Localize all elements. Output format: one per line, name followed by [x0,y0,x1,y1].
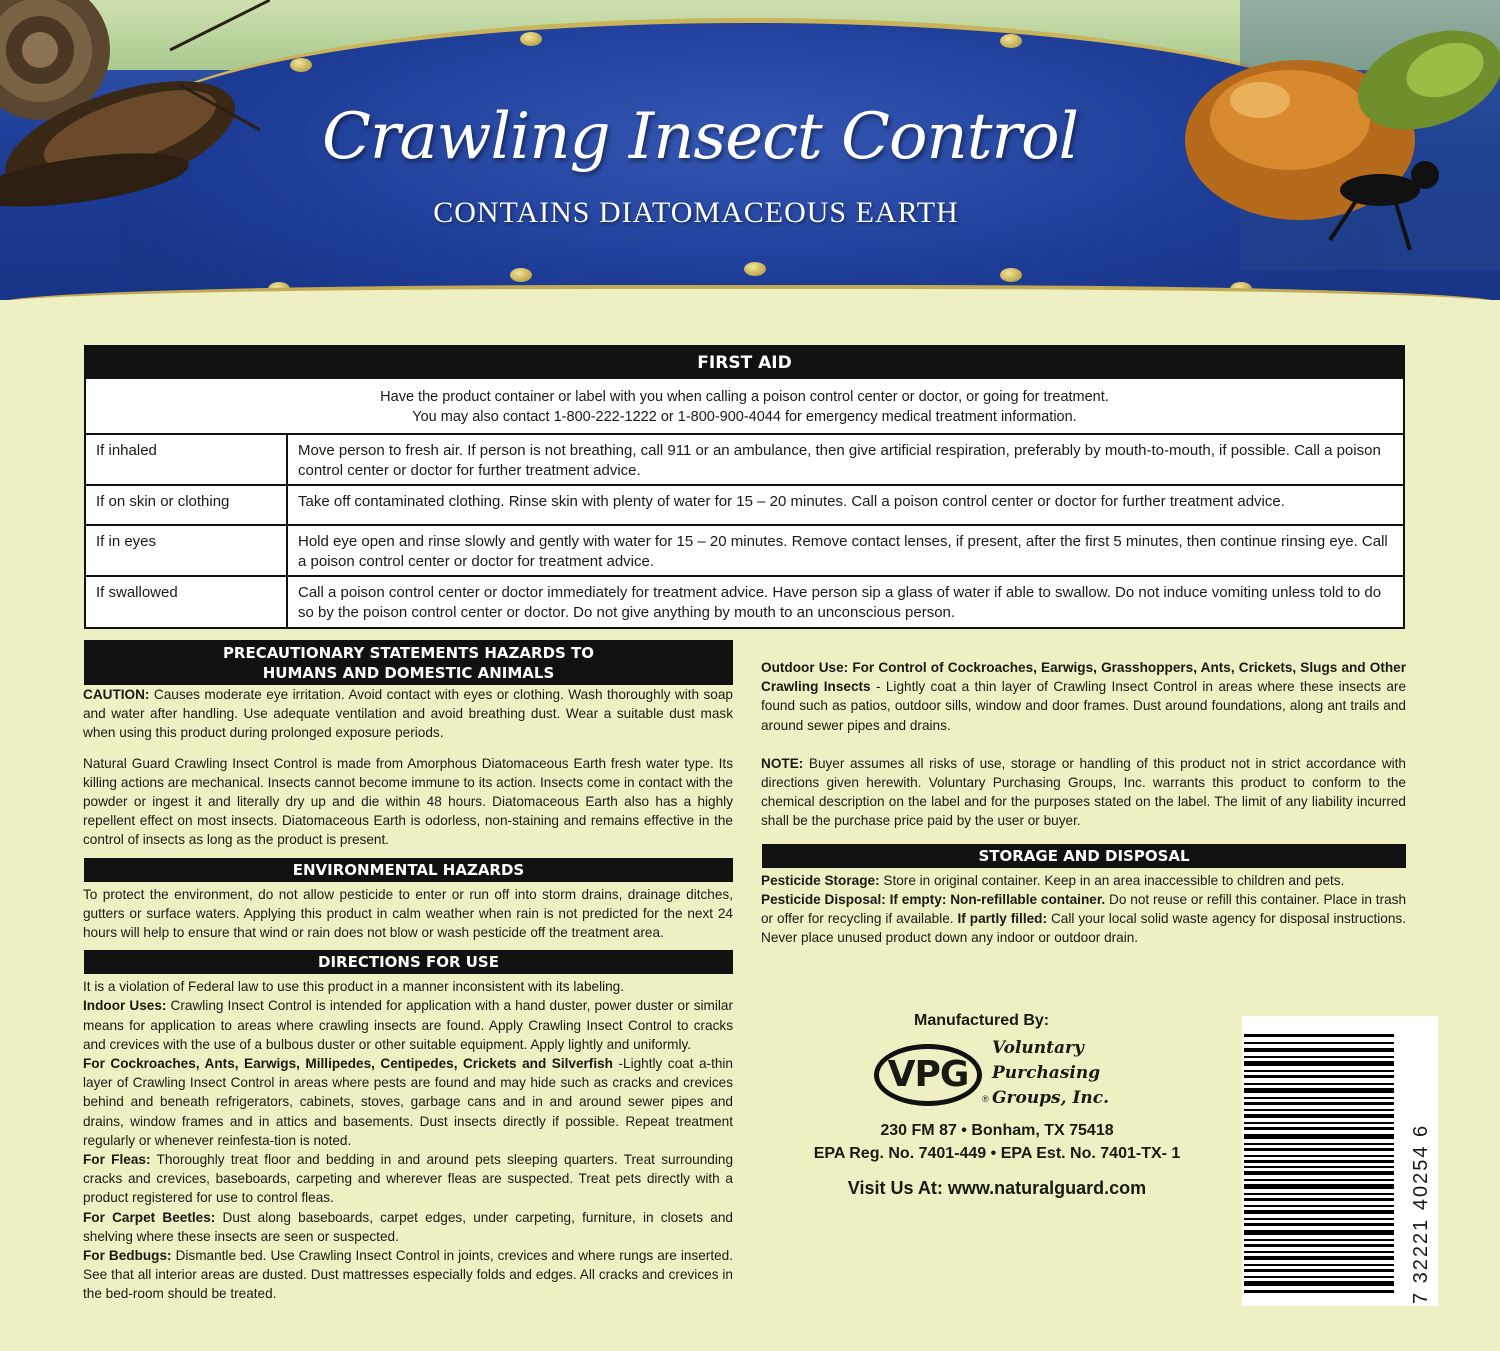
environmental-heading: ENVIRONMENTAL HAZARDS [84,858,733,882]
vpg-logo: VPG [874,1044,982,1106]
directions-item-text: Dismantle bed. Use Crawling Insect Control in joints, crevices and where rungs are inserted. See that all interior areas are dusted. Dust mattresses especially folds and edges. All cracks and crevices in the bed-room should be treated. [83,1248,733,1302]
precautionary-heading [84,640,733,685]
first-aid-intro [86,379,1403,435]
first-aid-row-label: If on skin or clothing [86,486,288,524]
gold-bead [510,268,532,282]
caution-paragraph [83,685,733,743]
disposal-label: Pesticide Disposal: If empty: Non-refillable container. [761,891,1106,907]
directions-item-cockroaches [83,1054,733,1150]
directions-item-label: For Bedbugs: [83,1248,172,1264]
directions-item-text: Thoroughly treat floor and bedding in and around pets sleeping quarters. Treat surrounding cracks and crevices, baseboards, carpeting and wherever fleas are suspected. Treat pets directly with a product registered for use to control fleas. [83,1152,734,1206]
gold-bead [290,58,312,72]
product-subtitle: CONTAINS DIATOMACEOUS EARTH [433,196,959,229]
storage-heading: STORAGE AND DISPOSAL [762,844,1406,868]
right-column [762,640,1406,947]
storage-text: Store in original container. Keep in an area inaccessible to children and pets. [879,872,1345,888]
first-aid-row-text: Take off contaminated clothing. Rinse skin with plenty of water for 15 – 20 minutes. Call a poison control center or doctor for further treatment advice. [298,493,1285,510]
caution-text: Causes moderate eye irritation. Avoid contact with eyes or clothing. Wash thoroughly with soap and water after handling. Use adequate ventilation and avoid breathing dust. Wear a suitable dust mask when using this product during prolonged exposure periods. [83,687,733,741]
product-title: Crawling Insect Control [321,100,1079,174]
company-name-line: Purchasing [992,1063,1101,1083]
first-aid-heading: FIRST AID [86,347,1403,379]
precautionary-heading-line: PRECAUTIONARY STATEMENTS HAZARDS TO [222,644,595,662]
directions-item-fleas [83,1150,733,1208]
disposal-text: Do not reuse or refill this container. Place in trash or offer for recycling if available. [761,891,1407,927]
left-column [84,640,733,1304]
storage-paragraph [761,871,1406,890]
outdoor-use-label: Outdoor Use: For Control of Cockroaches, Earwigs, Grasshoppers, Ants, Crickets, Slugs and Other Crawling Insects [761,660,1406,695]
manufactured-by-label: Manufactured By: [914,1012,1050,1029]
first-aid-row-swallowed [86,577,1403,627]
first-aid-row-text: Hold eye open and rinse slowly and gently with water for 15 – 20 minutes. Remove contact lenses, if present, after the first 5 minutes, then continue rinsing eye. Call a poison control center or doctor for treatment advice. [298,533,1388,570]
directions-item-label: For Fleas: [83,1152,151,1168]
directions-intro: It is a violation of Federal law to use this product in a manner inconsistent with its labeling. [83,979,625,995]
gold-bead [744,262,766,276]
directions-item-indoor [83,996,733,1054]
disposal-paragraph [761,890,1406,948]
barcode-bars [1244,1034,1394,1294]
directions-heading: DIRECTIONS FOR USE [84,950,733,974]
directions-item-label: Indoor Uses: [83,998,167,1014]
directions-item-text: Crawling Insect Control is intended for application with a hand duster, power duster or similar means for application to areas where crawling insects are found. Apply Crawling Insect Control to cracks and crevices with the use of a bulbous duster or other suitable equipment. Apply lightly and uniformly. [83,998,733,1052]
first-aid-table [84,345,1405,629]
gold-bead [1000,34,1022,48]
first-aid-row-eyes [86,526,1403,577]
first-aid-row-skin [86,486,1403,526]
company-name-line: Groups, Inc. [992,1088,1110,1108]
first-aid-row-text: Call a poison control center or doctor immediately for treatment advice. Have person sip a glass of water if able to swallow. Do not induce vomiting unless told to do so by the poison control center or doctor. Do not give anything by mouth to an unconscious person. [298,584,1382,621]
company-name-line: Voluntary [992,1038,1084,1058]
label-banner [0,0,1500,300]
outdoor-use-text: - Lightly coat a thin layer of Crawling Insect Control in areas where these insects are found such as patios, outdoor sills, window and door frames. Dust around foundations, along ant trails and around sewer pipes and drains. [761,679,1407,733]
note-paragraph [761,754,1406,831]
registered-mark: ® [982,1094,989,1104]
gold-bead [1000,268,1022,282]
note-text: Buyer assumes all risks of use, storage or handling of this product not in strict accordance with directions given herewith. Voluntary Purchasing Groups, Inc. warrants this product to conform to the chemical description on the label and for the purposes stated on the label. The limit of any liability incurred shall be the purchase price paid by the user or buyer. [761,755,1406,829]
directions-item-text: -Lightly coat a-thin layer of Crawling Insect Control in areas where pests are found and may hide such as cracks and crevices behind and beneath refrigerators, cabinets, stoves, garbage cans and in and around sewer pipes and drains, window frames and in attics and basements. Dust insects directly if possible. Repeat treatment regularly or whenever reinfesta-tion is noted. [83,1056,733,1148]
partly-filled-label: If partly filled: [957,911,1047,927]
outdoor-use-paragraph [761,658,1406,735]
product-description: Natural Guard Crawling Insect Control is made from Amorphous Diatomaceous Earth fresh water type. Its killing actions are mechanical. Insects cannot become immune to its action. Insects come in contact with the powder or ingest it and literally dry up and die within 48 hours. Diatomaceous Earth also has a highly repellent effect on most insects. Diatomaceous Earth is odorless, non-staining and remains effective in the control of insects as long as the product is present. [83,755,733,848]
first-aid-intro-line: Have the product container or label with you when calling a poison control center or doctor, or going for treatment. [380,389,1109,405]
barcode-number-text: 7 32221 40254 6 [1410,1123,1432,1304]
directions-item-bedbugs [83,1246,733,1304]
directions-item-carpet-beetles [83,1208,733,1246]
directions-item-label: For Cockroaches, Ants, Earwigs, Millipedes, Centipedes, Crickets and Silverfish [83,1056,613,1072]
gold-bead [520,32,542,46]
first-aid-intro-line: You may also contact 1-800-222-1222 or 1-800-900-4044 for emergency medical treatment information. [412,409,1077,425]
first-aid-row-label: If inhaled [86,435,288,484]
precautionary-heading-line: HUMANS AND DOMESTIC ANIMALS [262,664,555,682]
first-aid-row-inhaled [86,435,1403,486]
directions-item-text: Dust along baseboards, carpet edges, under carpeting, furniture, in closets and shelving where these insects are seen or suspected. [83,1209,733,1244]
epa-numbers: EPA Reg. No. 7401-449 • EPA Est. No. 7401-TX- 1 [813,1145,1181,1162]
first-aid-row-label: If swallowed [86,577,288,627]
directions-item-label: For Carpet Beetles: [83,1209,216,1225]
company-address: 230 FM 87 • Bonham, TX 75418 [880,1122,1114,1139]
partly-filled-text: Call your local solid waste agency for disposal instructions. Never place unused product down any indoor or outdoor drain. [761,911,1406,946]
first-aid-row-text: Move person to fresh air. If person is not breathing, call 911 or an ambulance, then give artificial respiration, preferably by mouth-to-mouth, if possible. Call a poison control center or doctor for further treatment advice. [298,442,1381,479]
environmental-text: To protect the environment, do not allow pesticide to enter or run off into storm drains, drainage ditches, gutters or surface waters. Applying this product in calm weather when rain is not predicted for the next 24 hours will help to ensure that wind or rain does not blow or wash pesticide off the treatment area. [83,886,733,941]
upc-barcode [1242,1016,1438,1306]
note-label: NOTE: [761,755,804,771]
first-aid-row-label: If in eyes [86,526,288,575]
website-link[interactable]: Visit Us At: www.naturalguard.com [847,1178,1147,1198]
caution-label: CAUTION: [83,687,150,702]
storage-label: Pesticide Storage: [761,872,880,888]
